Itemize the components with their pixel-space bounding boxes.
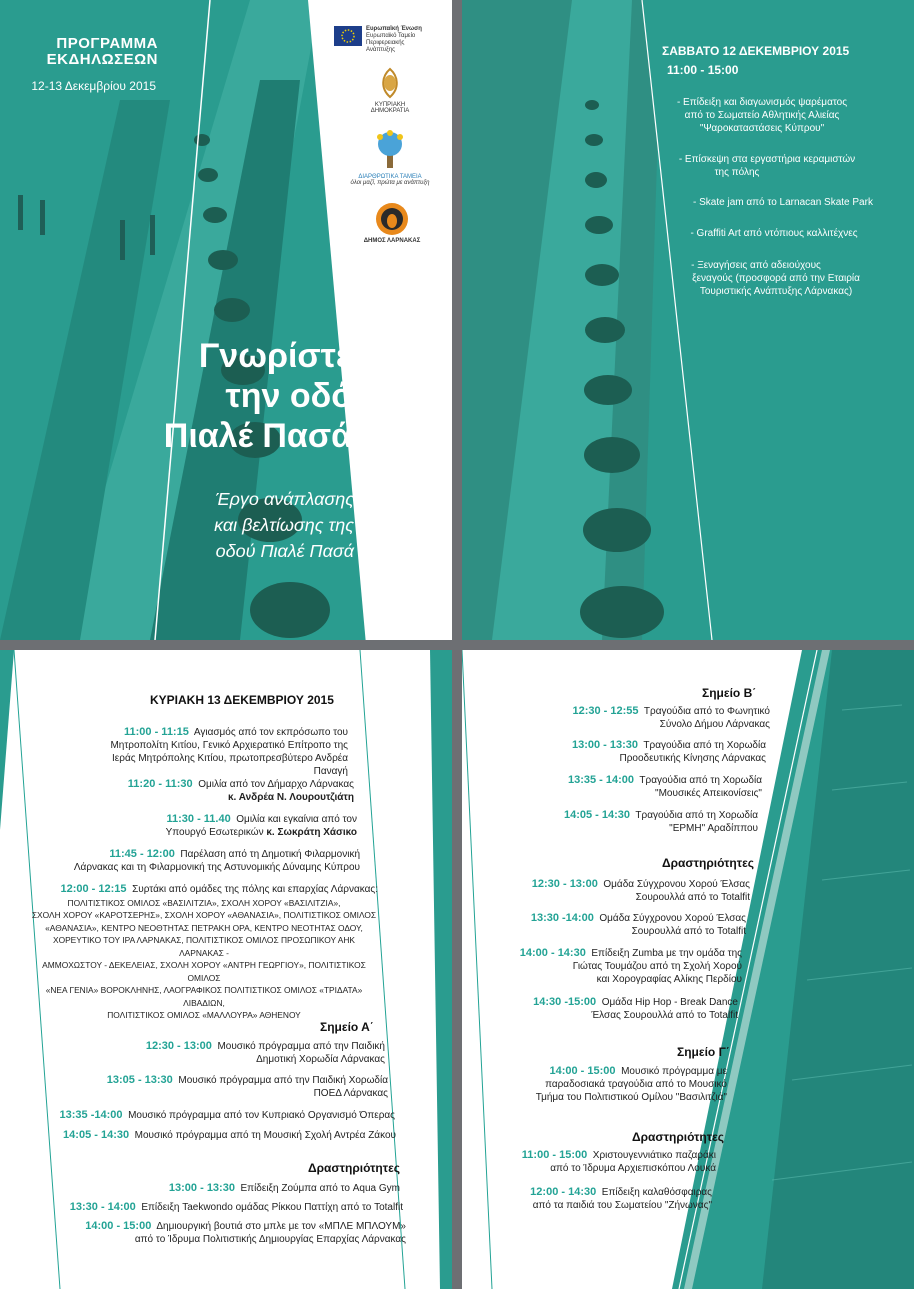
time-label: 13:00 - 13:30 (168, 1182, 235, 1194)
time-label: 14:00 - 14:30 (519, 947, 586, 959)
schedule-row: 11:45 - 12:00 Παρέλαση από τη Δημοτική Φιλαρμονική Λάρνακας και τη Φιλαρμονική της Αστυνομικής Δύναμης Κύπρου (73, 848, 360, 873)
larnaca-seal-icon (375, 202, 409, 236)
larnaca-logo (360, 202, 424, 244)
subtitle-line-3: οδού Πιαλέ Πασά (215, 541, 354, 561)
time-label: 14:00 - 15:00 (85, 1220, 152, 1232)
point-a-title: Σημείο Α΄ (320, 1020, 374, 1034)
title-line-2: την οδό (225, 377, 352, 415)
time-label: 11:00 - 11:15 (124, 726, 189, 738)
cohesion-logo (350, 128, 430, 186)
cyprus-logo (355, 66, 425, 114)
schedule-row: 11:00 - 15:00 Χριστουγεννιάτικο παζαράκι από το Ίδρυμα Αρχιεπισκόπου Λουκά (521, 1149, 716, 1174)
sunday-title: ΚΥΡΙΑΚΗ 13 ΔΕΚΕΜΒΡΙΟΥ 2015 (150, 693, 334, 707)
saturday-item-1: - Επίδειξη και διαγωνισμός ψαρέματος από το Σωματείο Αθλητικής Αλιείας "Ψαροκαταστάσεις Κύπρου" (676, 97, 848, 134)
time-label: 13:30 -14:00 (530, 912, 594, 924)
program-heading (28, 36, 158, 68)
time-label: 13:00 - 13:30 (571, 739, 639, 751)
cohesion-line-2: όλοι μαζί, πρώτα με ανάπτυξη (350, 180, 430, 186)
subtitle-line-1: Έργο ανάπλασης (215, 489, 354, 509)
time-label: 11:45 - 12:00 (109, 848, 175, 860)
cyprus-emblem-icon (375, 66, 405, 100)
title-line-1: Γνωρίστε (198, 337, 352, 375)
schedule-row: 14:00 - 14:30 Επίδειξη Zumba με την ομάδα της Γιώτας Τουμάζου από τη Σχολή Χορού και Χορογραφίας Αλίκης Περδίου (519, 947, 742, 985)
schedule-row: 14:05 - 14:30 Μουσικό πρόγραμμα από τη Μουσική Σχολή Αντρέα Ζάκου (63, 1129, 396, 1141)
time-label: 14:05 - 14:30 (63, 1129, 130, 1141)
time-label: 11:20 - 11:30 (127, 778, 193, 790)
time-label: 13:30 - 14:00 (69, 1201, 136, 1213)
time-label: 12:00 - 14:30 (530, 1186, 597, 1198)
eu-line-1: Ευρωπαϊκή Ένωση (366, 26, 422, 32)
time-label: 14:05 - 14:30 (563, 809, 631, 821)
schedule-row: 13:05 - 13:30 Μουσικό πρόγραμμα από την Παιδική Χορωδία ΠΟΕΔ Λάρνακας (106, 1074, 388, 1099)
time-label: 12:30 - 12:55 (572, 705, 639, 717)
cohesion-line-1: ΔΙΑΡΘΡΩΤΙΚΑ ΤΑΜΕΙΑ (358, 174, 422, 180)
saturday-time: 11:00 - 15:00 (667, 63, 739, 77)
time-label: 11:00 - 15:00 (521, 1149, 588, 1161)
time-label: 14:30 -15:00 (533, 996, 597, 1008)
time-label: 12:30 - 13:00 (145, 1040, 212, 1052)
schedule-row: 12:30 - 12:55 Τραγούδια από το Φωνητικό Σύνολο Δήμου Λάρνακας (572, 705, 770, 730)
schedule-row: 14:30 -15:00 Ομάδα Hip Hop - Break Dance Έλσας Σουρουλλά από το Totalfit (533, 996, 738, 1021)
time-label: 13:35 - 14:00 (567, 774, 635, 786)
time-label: 12:30 - 13:00 (531, 878, 598, 890)
title-line-3: Πιαλέ Πασά (163, 417, 352, 455)
schedule-row: 12:30 - 13:00 Ομάδα Σύγχρονου Χορού Έλσας Σουρουλλά από το Totalfit (531, 878, 750, 903)
sunday-panel (0, 650, 452, 1289)
saturday-panel (462, 0, 914, 640)
main-title (92, 336, 352, 456)
activities-title: Δραστηριότητες (308, 1161, 401, 1175)
schedule-row: 14:00 - 15:00 Μουσικό πρόγραμμα με παραδοσιακά τραγούδια από το Μουσικό Τμήμα του Πολιτιστικού Ομίλου "Βασιλιτζιά" (535, 1065, 727, 1103)
schedule-row: 11:20 - 11:30 Ομιλία από τον Δήμαρχο Λάρνακας κ. Ανδρέα Ν. Λουρουτζιάτη (127, 778, 354, 803)
eu-flag-icon (334, 26, 362, 46)
schedule-row: 12:00 - 14:30 Επίδειξη καλαθόσφαιρας από τα παιδιά του Σωματείου "Ζήνωνας" (530, 1186, 712, 1211)
eu-line-3: Περιφερειακής Ανάπτυξης (366, 40, 405, 53)
tree-stars-icon (365, 128, 415, 172)
schedule-row: 11:00 - 11:15 Αγιασμός από τον εκπρόσωπο του Μητροπολίτη Κιτίου, Γενικό Αρχιερατικό Επίτροπο της Ιεράς Μητρόπολης Κιτίου, πρωτοπρεσβύτερο Ανδρέα Παναγή (110, 726, 348, 777)
schedule-row: 11:30 - 11.40 Ομιλία και εγκαίνια από τον Υπουργό Εσωτερικών κ. Σωκράτη Χάσικο (165, 813, 357, 838)
back-panel (462, 650, 914, 1289)
schedule-row: 13:00 - 13:30 Τραγούδια από τη Χορωδία Προοδευτικής Κίνησης Λάρνακας (571, 739, 766, 764)
eu-logo (334, 26, 424, 54)
subtitle (94, 486, 354, 564)
schedule-row: 12:30 - 13:00 Μουσικό πρόγραμμα από την Παιδική Δημοτική Χορωδία Λάρνακας (145, 1040, 385, 1065)
point-b-title: Σημείο Β΄ (702, 686, 757, 700)
time-label: 13:35 -14:00 (59, 1109, 123, 1121)
saturday-item-5: - Ξεναγήσεις από αδειούχους ξεναγούς (προσφορά από την Εταιρία Τουριστικής Ανάπτυξης Λάρνακας) (691, 260, 860, 297)
schedule-row: 13:30 -14:00 Ομάδα Σύγχρονου Χορού Έλσας Σουρουλλά από το Totalfit (530, 912, 746, 937)
subtitle-line-2: και βελτίωσης της (214, 515, 354, 535)
schedule-row: 13:30 - 14:00 Επίδειξη Taekwondo ομάδας Ρίκκου Παττίχη από το Totalfit (69, 1201, 403, 1213)
schedule-row: 14:00 - 15:00 Δημιουργική βουτιά στο μπλε με τον «ΜΠΛΕ ΜΠΛΟΥΜ» από το Ίδρυμα Πολιτιστικής Δημιουργίας Επαρχίας Λάρνακας (85, 1220, 406, 1245)
saturday-title: ΣΑΒΒΑΤΟ 12 ΔΕΚΕΜΒΡΙΟΥ 2015 (662, 44, 850, 58)
saturday-item-3: - Skate jam από το Larnacan Skate Park (693, 197, 873, 208)
saturday-item-2: - Επίσκεψη στα εργαστήρια κεραμιστών της πόλης (678, 154, 856, 178)
schedule-row: 13:35 - 14:00 Τραγούδια από τη Χορωδία "Μουσικές Απεικονίσεις" (567, 774, 762, 799)
schedule-row: 14:05 - 14:30 Τραγούδια από τη Χορωδία "ΕΡΜΗ" Αραδίππου (563, 809, 758, 834)
cyprus-label: ΚΥΠΡΙΑΚΗ ΔΗΜΟΚΡΑΤΙΑ (370, 102, 410, 114)
larnaca-label: ΔΗΜΟΣ ΛΑΡΝΑΚΑΣ (363, 238, 421, 244)
time-label: 12:00 - 12:15 (60, 883, 127, 895)
schedule-row: 12:00 - 12:15 Συρτάκι από ομάδες της πόλης και επαρχίας Λάρνακας: ΠΟΛΙΤΙΣΤΙΚΟΣ ΟΜΙΛΟΣ «ΒΑΣΙΛΙΤΖΙΑ», ΣΧΟΛΗ ΧΟΡΟΥ «ΒΑΣΙΛΙΤΖΙΑ», ΣΧΟΛΗ ΧΟΡΟΥ «ΚΑΡΟΤΣΕΡΗΣ», ΣΧΟΛΗ ΧΟΡΟΥ «ΑΘΑΝΑΣΙΑ», ΠΟΛΙΤΙΣΤΙΚΟΣ ΟΜΙΛΟΣ «ΑΘΑΝΑΣΙΑ», ΚΕΝΤΡΟ ΝΕΟΘΤΗΤΑΣ ΠΕΤΡΑΚΗ ΟΡΑ, ΚΕΝΤΡΟ ΝΕΟΤΗΤΑΣ ΟΔΟΥ, ΧΟΡΕΥΤΙΚΟ ΤΟΥ ΙΡΑ ΛΑΡΝΑΚΑΣ, ΠΟΛΙΤΙΣΤΙΚΟΣ ΟΜΙΛΟΣ ΠΡΟΣΩΠΙΚΟΥ ΑΗΚ ΛΑΡΝΑΚΑΣ - ΑΜΜΟΧΩΣΤΟΥ - ΔΕΚΕΛΕΙΑΣ, ΣΧΟΛΗ ΧΟΡΟΥ «ΑΝΤΡΗ ΓΕΩΡΓΙΟΥ», ΠΟΛΙΤΙΣΤΙΚΟΣ ΟΜΙΛΟΣ «ΝΕΑ ΓΕΝΙΑ» ΒΟΡΟΚΛΗΝΗΣ, ΛΑΟΓΡΑΦΙΚΟΣ ΠΟΛΙΤΙΣΤΙΚΟΣ ΟΜΙΛΟΣ «ΤΡΙΔΑΤΑ» ΛΙΒΑΔΙΩΝ, ΠΟΛΙΤΙΣΤΙΚΟΣ ΟΜΙΛΟΣ «ΜΑΛΛΟΥΡΑ» ΑΘΗΕΝΟΥ (31, 883, 378, 1020)
program-line-1: ΠΡΟΓΡΑΜΜΑ (56, 35, 158, 52)
time-label: 14:00 - 15:00 (549, 1065, 616, 1077)
time-label: 13:05 - 13:30 (106, 1074, 173, 1086)
eu-line-2: Ευρωπαϊκό Ταμείο (366, 33, 416, 39)
program-dates: 12-13 Δεκεμβρίου 2015 (31, 79, 156, 93)
activities-title-b: Δραστηριότητες (662, 856, 755, 870)
program-line-2: ΕΚΔΗΛΩΣΕΩΝ (46, 51, 158, 68)
point-c-title: Σημείο Γ΄ (677, 1045, 730, 1059)
schedule-row: 13:35 -14:00 Μουσικό πρόγραμμα από τον Κυπριακό Οργανισμό Όπερας (59, 1109, 395, 1121)
activities-title-c: Δραστηριότητες (632, 1130, 725, 1144)
schedule-row: 13:00 - 13:30 Επίδειξη Ζούμπα από το Aqua Gym (168, 1182, 400, 1194)
cover-panel (0, 0, 452, 640)
time-label: 11:30 - 11.40 (166, 813, 231, 825)
saturday-item-4: - Graffiti Art από ντόπιους καλλιτέχνες (690, 228, 858, 239)
